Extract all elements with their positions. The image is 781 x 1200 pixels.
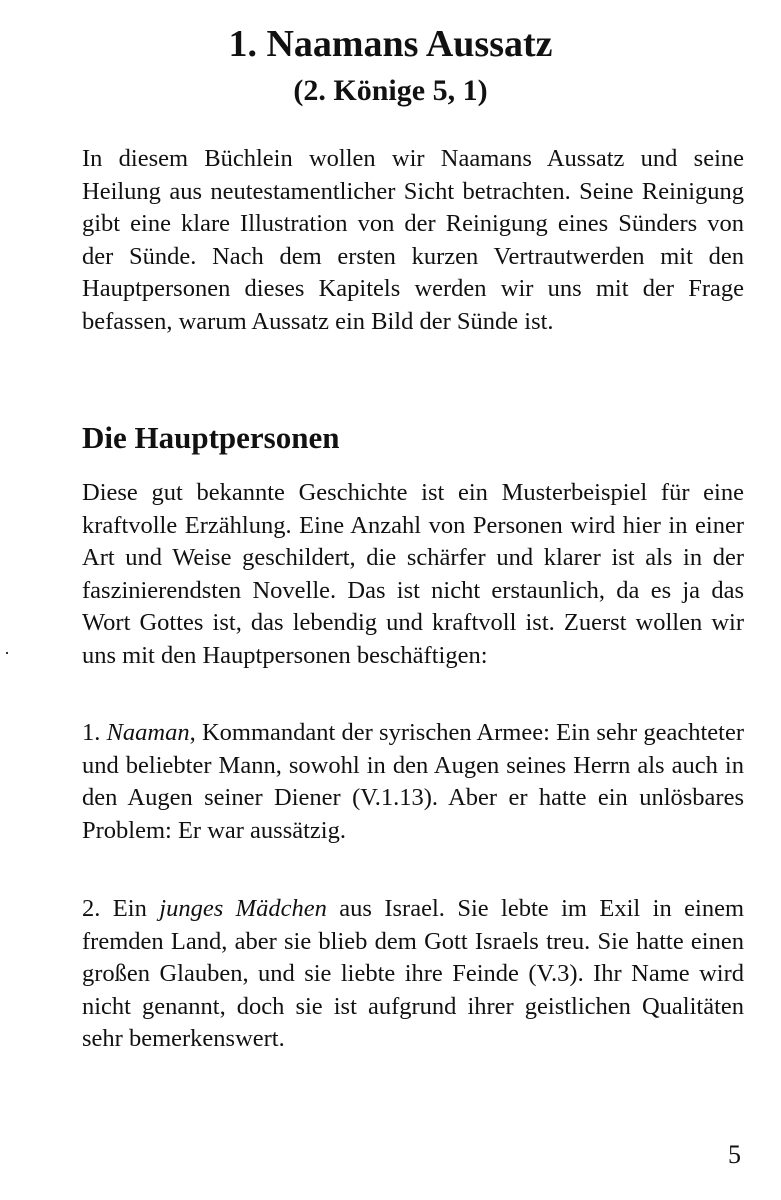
intro-paragraph: In diesem Büchlein wollen wir Naamans Aussatz und seine Heilung aus neutestamentlicher Sicht betrachten. Seine Reinigung gibt eine klare Illustration von der Reinigung eines Sünders von der Sünde. Nach dem ersten kurzen Vertrautwerden mit den Hauptpersonen dieses Kapitels werden wir uns mit der Frage befassen, warum Aussatz ein Bild der Sünde ist. <box>82 145 744 335</box>
section-heading: Die Hauptpersonen <box>82 420 340 455</box>
list-item-number: 1. <box>82 719 101 746</box>
list-item <box>82 717 744 847</box>
list-item-number: 2. Ein <box>82 895 147 922</box>
page-number: 5 <box>728 1140 741 1169</box>
chapter-title: 1. Naamans Aussatz <box>228 23 553 65</box>
scan-speck <box>6 652 8 654</box>
list-item <box>82 893 744 1056</box>
section-intro-paragraph: Diese gut bekannte Geschichte ist ein Musterbeispiel für eine kraftvolle Erzählung. Eine Anzahl von Personen wird hier in einer Art und Weise geschildert, die schärfer und klarer ist als in der faszinierendsten Novelle. Das ist nicht erstaunlich, da es ja das Wort Gottes ist, das lebendig und kraftvoll ist. Zuerst wollen wir uns mit den Hauptpersonen beschäftigen: <box>82 479 744 669</box>
chapter-subtitle: (2. Könige 5, 1) <box>293 74 488 107</box>
list-item-name: junges Mädchen <box>159 895 327 922</box>
list-item-text: aus Israel. Sie lebte im Exil in einem fremden Land, aber sie blieb dem Gott Israels treu. Sie hatte einen großen Glauben, und sie liebte ihre Feinde (V.3). Ihr Name wird nicht genannt, doch sie ist aufgrund ihrer geistlichen Qualitäten sehr bemerkenswert. <box>82 895 745 1052</box>
list-item-name: Naaman <box>106 719 190 746</box>
list-item-text: , Kommandant der syrischen Armee: Ein sehr geachteter und beliebter Mann, sowohl in den Augen seines Herrn als auch in den Augen seiner Diener (V.1.13). Aber er hatte ein unlösbares Problem: Er war aussätzig. <box>82 719 745 844</box>
